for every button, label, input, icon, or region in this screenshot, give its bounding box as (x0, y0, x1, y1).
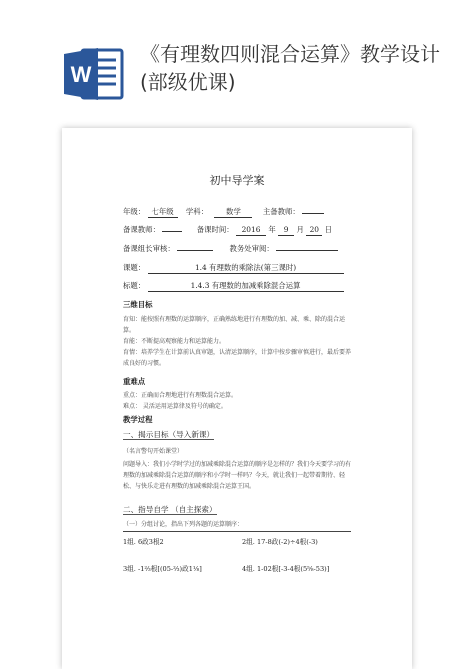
process-heading: 教学过程 (123, 415, 153, 424)
goals-heading: 三维目标 (123, 300, 153, 309)
prep-row (123, 224, 332, 236)
teacher-value (302, 213, 324, 214)
grade-row (123, 206, 324, 218)
document-title: 《有理数四则混合运算》教学设计(部级优课) (140, 42, 440, 94)
keypoint-focus: 重点：正确而合理地进行有理数混合运算。 (123, 392, 238, 399)
prep-teacher-value (162, 231, 182, 232)
grade-label: 年级： (123, 207, 146, 216)
topic-row (123, 262, 344, 274)
subject-label: 学科： (185, 207, 209, 216)
dean-label: 教务处审阅： (229, 244, 274, 253)
problem-group-3: 3组. -1⅔根[(05-⅔)政1⅛] (123, 565, 202, 573)
topic-value: 1.4 有理数的乘除法(第三课时) (148, 262, 344, 274)
group-leader-label: 备课组长审核： (123, 244, 175, 253)
dean-value (276, 250, 338, 251)
prep-teacher-label: 备课教师： (123, 225, 160, 234)
word-icon (62, 42, 126, 106)
document-page (62, 128, 412, 669)
goal-knowledge: 育知：能按照有理数的运算顺序，正确熟练地进行有理数的加、减、乘、除的混合运算。 (123, 316, 346, 334)
keypoints-heading: 重难点 (123, 377, 146, 386)
step1-title (123, 429, 214, 440)
step1-text: 问题导入：我们小学时学过的加减乘除混合运算的顺序是怎样的？我们今天要学习的有理数的加减乘除混合运算的顺序和小学时一样吗？今天，就让我们一起带着期待、轻松、与快乐走进有理数的加减乘除混合运算王国。 (123, 461, 352, 490)
group-leader-value (177, 250, 213, 251)
subject-value: 数学 (214, 206, 252, 218)
heading-value: 1.4.3 有理数的加减乘除混合运算 (148, 280, 344, 292)
keypoint-difficulty: 难点： 灵活运用运算律及符号的确定。 (123, 403, 227, 410)
step1-title-text: 一、揭示目标（导入新课） (123, 430, 215, 439)
prep-year-unit: 年 (268, 225, 276, 234)
divider (123, 531, 351, 532)
step2-title (123, 504, 217, 515)
heading-label: 标题： (123, 281, 146, 290)
step2-task: （一）分组讨论，指出下列各题的运算顺序： (123, 521, 244, 528)
problem-group-1: 1组. 6政3根2 (123, 538, 164, 546)
heading-row (123, 280, 344, 292)
prep-time-label: 备课时间： (196, 225, 234, 234)
goal-ability: 育能：不断提高观察能力和运算能力。 (123, 338, 226, 345)
goal-emotion: 育情：培养学生在计算前认真审题，认清运算顺序，计算中按步骤审慎进行，最后要养成良好的习惯。 (123, 349, 352, 367)
teacher-label: 主备教师： (262, 207, 300, 216)
review-row (123, 243, 338, 254)
problem-group-4: 4组. 1-02根[-3-4根(5⅝-53)] (242, 565, 330, 573)
step1-note: （名言警句开始课堂） (123, 448, 184, 455)
page-title: 初中导学案 (209, 174, 265, 187)
prep-month: 9 (278, 224, 294, 236)
prep-month-unit: 月 (296, 225, 304, 234)
prep-year: 2016 (236, 224, 266, 236)
topic-label: 课题： (123, 263, 146, 272)
prep-day: 20 (306, 224, 322, 236)
grade-value: 七年级 (148, 206, 178, 218)
problem-group-2: 2组. 17-8政(-2)÷4根(-3) (242, 538, 318, 546)
step2-title-text: 二、指导自学 （自主探索） (123, 505, 217, 514)
svg-text:W: W (70, 62, 92, 87)
prep-day-unit: 日 (324, 225, 333, 234)
